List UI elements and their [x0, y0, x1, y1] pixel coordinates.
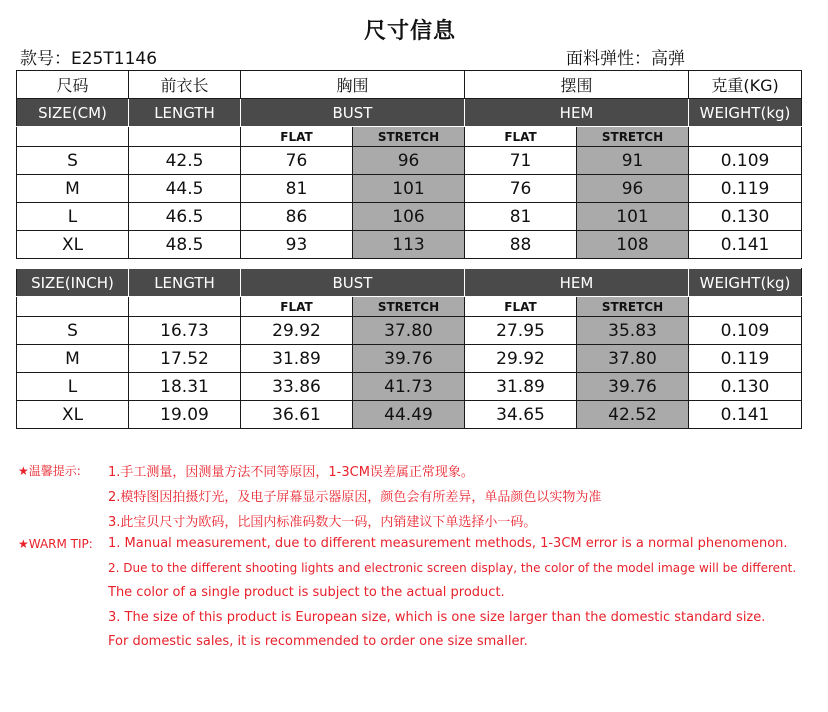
cell-bust-stretch: 96 [353, 147, 465, 175]
cell-hem-stretch: 42.52 [577, 401, 689, 429]
header-bust: BUST [241, 99, 465, 127]
table-header-row-cn [17, 71, 802, 99]
cell-hem-stretch: 39.76 [577, 373, 689, 401]
cell-size: S [17, 317, 129, 345]
cn-note-line: 1.手工测量，因测量方法不同等原因，1-3CM误差属正常现象。 [108, 465, 474, 480]
table-header-row-en [17, 99, 802, 127]
header-weight-cn: 克重(KG) [689, 71, 802, 99]
subheader-empty [129, 297, 241, 317]
cell-length: 48.5 [129, 231, 241, 259]
cell-bust-flat: 36.61 [241, 401, 353, 429]
header-length: LENGTH [129, 269, 241, 297]
header-hem: HEM [465, 99, 689, 127]
style-number: 款号：E25T1146 [20, 49, 158, 69]
subheader-empty [129, 127, 241, 147]
cell-bust-stretch: 44.49 [353, 401, 465, 429]
cell-size: M [17, 175, 129, 203]
subheader-stretch: STRETCH [577, 127, 689, 147]
subheader-flat: FLAT [241, 297, 353, 317]
cell-hem-flat: 31.89 [465, 373, 577, 401]
header-hem-cn: 摆围 [465, 71, 689, 99]
cell-hem-stretch: 101 [577, 203, 689, 231]
cell-hem-flat: 76 [465, 175, 577, 203]
cell-hem-flat: 29.92 [465, 345, 577, 373]
en-note-line: 1. Manual measurement, due to different measurement methods, 1-3CM error is a normal phenomenon. [108, 536, 788, 551]
cell-weight: 0.141 [689, 401, 802, 429]
subheader-empty [689, 297, 802, 317]
cell-length: 17.52 [129, 345, 241, 373]
subheader-flat: FLAT [465, 127, 577, 147]
table-row [17, 203, 802, 231]
cell-hem-stretch: 91 [577, 147, 689, 175]
cell-bust-flat: 31.89 [241, 345, 353, 373]
cell-length: 18.31 [129, 373, 241, 401]
table-row [17, 373, 802, 401]
subheader-stretch: STRETCH [577, 297, 689, 317]
cell-weight: 0.130 [689, 203, 802, 231]
en-note-line: For domestic sales, it is recommended to order one size smaller. [108, 634, 528, 649]
cell-length: 42.5 [129, 147, 241, 175]
cell-weight: 0.109 [689, 147, 802, 175]
size-table-cm [16, 70, 802, 259]
cell-hem-stretch: 37.80 [577, 345, 689, 373]
cn-note-line: 2.模特图因拍摄灯光，及电子屏幕显示器原因，颜色会有所差异，单品颜色以实物为准 [108, 490, 602, 505]
cell-hem-flat: 81 [465, 203, 577, 231]
cell-length: 19.09 [129, 401, 241, 429]
cell-bust-flat: 29.92 [241, 317, 353, 345]
cell-bust-stretch: 101 [353, 175, 465, 203]
cell-bust-flat: 81 [241, 175, 353, 203]
cell-weight: 0.130 [689, 373, 802, 401]
cell-bust-stretch: 41.73 [353, 373, 465, 401]
header-bust-cn: 胸围 [241, 71, 465, 99]
cell-size: L [17, 203, 129, 231]
subheader-empty [17, 127, 129, 147]
header-weight: WEIGHT(kg) [689, 99, 802, 127]
cell-size: XL [17, 231, 129, 259]
subheader-stretch: STRETCH [353, 297, 465, 317]
en-tip-label: ★WARM TIP: [18, 537, 93, 551]
cell-weight: 0.109 [689, 317, 802, 345]
cell-bust-flat: 76 [241, 147, 353, 175]
subheader-empty [689, 127, 802, 147]
cell-size: M [17, 345, 129, 373]
cell-bust-stretch: 113 [353, 231, 465, 259]
table-subheader-row [17, 297, 802, 317]
subheader-flat: FLAT [241, 127, 353, 147]
subheader-flat: FLAT [465, 297, 577, 317]
table-row [17, 401, 802, 429]
cell-bust-flat: 86 [241, 203, 353, 231]
cell-hem-stretch: 96 [577, 175, 689, 203]
table-row [17, 147, 802, 175]
cell-bust-stretch: 39.76 [353, 345, 465, 373]
cell-bust-flat: 93 [241, 231, 353, 259]
header-weight: WEIGHT(kg) [689, 269, 802, 297]
table-header-row-en [17, 269, 802, 297]
cn-note-line: 3.此宝贝尺寸为欧码，比国内标准码数大一码，内销建议下单选择小一码。 [108, 515, 537, 530]
cell-size: L [17, 373, 129, 401]
header-size: SIZE(INCH) [17, 269, 129, 297]
cell-bust-stretch: 106 [353, 203, 465, 231]
cell-weight: 0.141 [689, 231, 802, 259]
table-row [17, 317, 802, 345]
size-table-inch [16, 268, 802, 429]
fabric-elasticity: 面料弹性：高弹 [566, 49, 685, 69]
subheader-empty [17, 297, 129, 317]
en-note-line: 2. Due to the different shooting lights and electronic screen display, the color of the model image will be different. [108, 561, 797, 575]
cell-size: XL [17, 401, 129, 429]
header-size-cn: 尺码 [17, 71, 129, 99]
en-note-line: 3. The size of this product is European size, which is one size larger than the domestic standard size. [108, 610, 766, 625]
cell-bust-flat: 33.86 [241, 373, 353, 401]
cell-bust-stretch: 37.80 [353, 317, 465, 345]
cell-hem-flat: 71 [465, 147, 577, 175]
table-row [17, 231, 802, 259]
en-note-line: The color of a single product is subject to the actual product. [108, 585, 505, 600]
header-size: SIZE(CM) [17, 99, 129, 127]
header-bust: BUST [241, 269, 465, 297]
table-row [17, 175, 802, 203]
cell-hem-stretch: 35.83 [577, 317, 689, 345]
cell-hem-flat: 27.95 [465, 317, 577, 345]
table-row [17, 345, 802, 373]
cell-length: 46.5 [129, 203, 241, 231]
header-length-cn: 前衣长 [129, 71, 241, 99]
header-length: LENGTH [129, 99, 241, 127]
cell-length: 44.5 [129, 175, 241, 203]
cell-hem-stretch: 108 [577, 231, 689, 259]
subheader-stretch: STRETCH [353, 127, 465, 147]
cell-hem-flat: 88 [465, 231, 577, 259]
cell-length: 16.73 [129, 317, 241, 345]
cell-size: S [17, 147, 129, 175]
table-subheader-row [17, 127, 802, 147]
cell-weight: 0.119 [689, 175, 802, 203]
page-title: 尺寸信息 [363, 19, 456, 44]
cn-tip-label: ★温馨提示: [18, 464, 81, 478]
cell-weight: 0.119 [689, 345, 802, 373]
cell-hem-flat: 34.65 [465, 401, 577, 429]
header-hem: HEM [465, 269, 689, 297]
